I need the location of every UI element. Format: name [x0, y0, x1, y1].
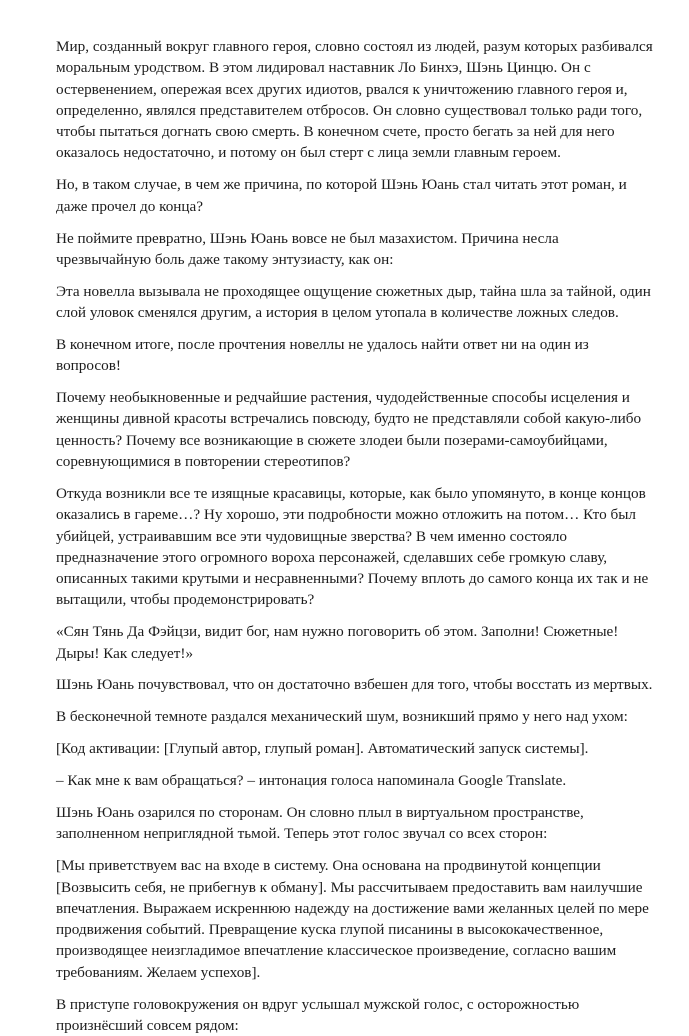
paragraph-9: Шэнь Юань почувствовал, что он достаточно взбешен для того, чтобы восстать из мертвых.: [56, 676, 653, 694]
paragraph-7: Откуда возникли все те изящные красавицы, которые, как было упомянуто, в конце концов оказались в гареме…? Ну хорошо, эти подробности можно отложить на потом… Кто был убийцей, устраивавшим все эти чудовищные зверства? В чем именно состояло предназначение этого огромного вороха персонажей, сделавших себе громкую славу, описанных такими крутыми и несравненными? Почему вплоть до самого конца их так и не вытащили, чтобы продемонстрировать?: [56, 484, 649, 609]
paragraph-5: В конечном итоге, после прочтения новеллы не удалось найти ответ ни на один из вопросов!: [56, 335, 589, 375]
paragraph-11: [Код активации: [Глупый автор, глупый роман]. Автоматический запуск системы].: [56, 740, 589, 758]
paragraph-12: – Как мне к вам обращаться? – интонация голоса напоминала Google Translate.: [56, 772, 567, 790]
paragraph-15: В приступе головокружения он вдруг услышал мужской голос, с осторожностью произнёсший совсем рядом:: [56, 995, 580, 1034]
paragraph-2: Но, в таком случае, в чем же причина, по которой Шэнь Юань стал читать этот роман, и даже прочел до конца?: [56, 176, 627, 215]
paragraph-6: Почему необыкновенные и редчайшие растения, чудодейственные способы исцеления и женщины дивной красоты встречались повсюду, будто не представляли собой какую-либо ценность? Почему все возникающие в сюжете злодеи были позерами-самоубийцами, соревнующимися в повторении стереотипов?: [56, 389, 642, 471]
paragraph-13: Шэнь Юань озарился по сторонам. Он словно плыл в виртуальном пространстве, заполненном неприглядной тьмой. Теперь этот голос звучал со всех сторон:: [56, 804, 584, 843]
paragraph-1: Мир, созданный вокруг главного героя, словно состоял из людей, разум которых разбивался моральным уродством. В этом лидировал наставник Ло Бинхэ, Шэнь Цинцю. Он с остервенением, опережая всех других идиотов, рвался к уничтожению главного героя и, определенно, являлся представителем отбросов. Он словно существовал только ради того, чтобы пытаться догнать свою смерть. В конечном счете, просто бегать за ней для него оказалось недостаточно, и потому он был стерт с лица земли главным героем.: [56, 38, 653, 162]
document-body: [56, 36, 656, 1036]
paragraph-3: Не поймите превратно, Шэнь Юань вовсе не был мазахистом. Причина несла чрезвычайную боль даже такому энтузиасту, как он:: [56, 229, 559, 268]
paragraph-8: «Сян Тянь Да Фэйцзи, видит бог, нам нужно поговорить об этом. Заполни! Сюжетные! Дыры! Как следует!»: [56, 623, 619, 662]
paragraph-10: В бесконечной темноте раздался механический шум, возникший прямо у него над ухом:: [56, 708, 628, 726]
paragraph-4: Эта новелла вызывала не проходящее ощущение сюжетных дыр, тайна шла за тайной, один слой уловок сменялся другим, а история в целом утопала в количестве ложных следов.: [56, 282, 651, 322]
paragraph-14: [Мы приветствуем вас на входе в систему. Она основана на продвинутой концепции [Возвысить себя, не прибегнув к обману]. Мы рассчитываем предоставить вам наилучшие впечатления. Выражаем искреннюю надежду на достижение вами желанных целей по мере продвижения событий. Превращение куска глупой писанины в высококачественное, производящее неизгладимое впечатление классическое произведение, согласно вашим требованиям. Желаем успехов].: [56, 857, 649, 981]
